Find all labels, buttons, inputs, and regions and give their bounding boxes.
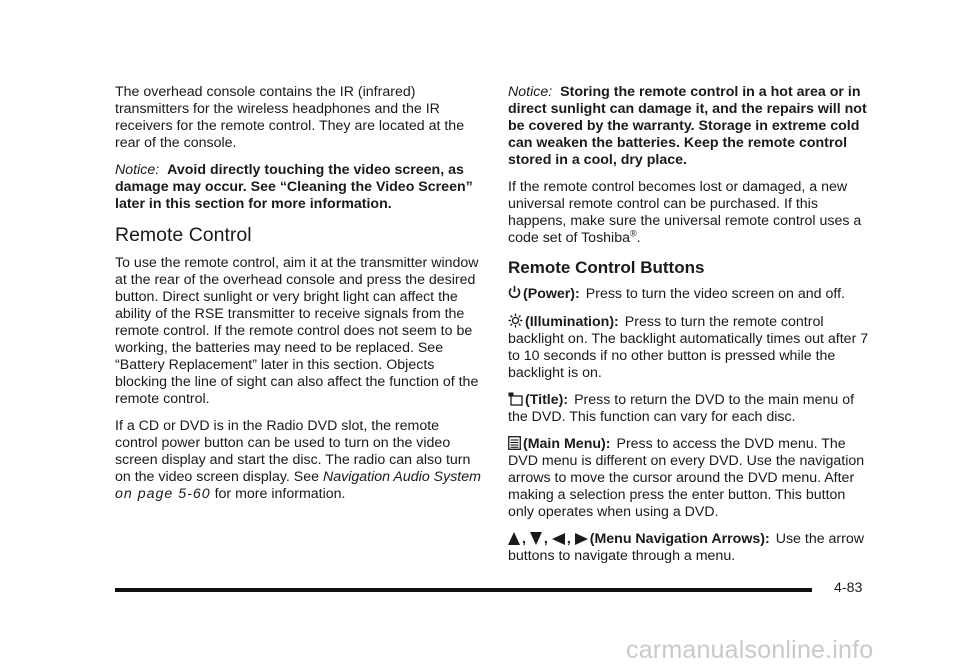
left-column — [115, 84, 481, 513]
power-label: (Power): — [523, 286, 580, 302]
right-column — [508, 84, 874, 575]
arrow-right-icon — [575, 533, 588, 545]
console-paragraph: The overhead console contains the IR (infrared) transmitters for the wireless headphones and the IR receivers for the remote control. They are located at the rear of the console. — [115, 84, 465, 151]
page-number: 4-83 — [834, 580, 863, 596]
arrow-up-icon — [508, 532, 520, 545]
lost-remote-text: If the remote control becomes lost or damaged, a new universal remote control can be purchased. If this happens, make sure the universal remote control uses a code set of Toshiba — [508, 179, 862, 246]
notice-label: Notice: — [508, 84, 553, 100]
navigation-arrows-label: (Menu Navigation Arrows): — [589, 531, 770, 547]
title-icon — [508, 392, 523, 406]
power-text: Press to turn the video screen on and off. — [585, 286, 845, 302]
period: . — [636, 230, 641, 246]
notice-text: Storing the remote control in a hot area or in direct sunlight can damage it, and the repairs will not be covered by the warranty. Storage in extreme cold can weaken the batteries. Keep the remote control stored in a cool, dry place. — [508, 84, 867, 168]
notice-storage — [508, 84, 874, 169]
illumination-label: (Illumination): — [525, 314, 619, 330]
remote-usage-paragraph: To use the remote control, aim it at the transmitter window at the rear of the overhead console and press the desired button. Direct sunlight or very bright light can affect the ability of the RSE transmitter to receive signals from the remote control. If the remote control does not seem to be working, the batteries may need to be replaced. See “Battery Replacement” later in this section. Objects blocking the line of sight can also affect the function of the remote control. — [115, 255, 479, 407]
notice-video-screen — [115, 162, 481, 213]
title-button-entry — [508, 392, 874, 426]
arrow-left-icon — [552, 533, 565, 545]
nav-audio-link[interactable]: Navigation Audio System — [322, 469, 481, 485]
comma: , — [543, 531, 548, 547]
heading-remote-control-buttons: Remote Control Buttons — [508, 258, 705, 277]
main-menu-button-entry — [508, 436, 874, 521]
footer-rule — [115, 588, 812, 592]
page-reference[interactable]: on page 5‑60 — [115, 486, 211, 502]
cd-dvd-paragraph — [115, 418, 481, 503]
notice-label: Notice: — [115, 162, 160, 178]
main-menu-text: Press to access the DVD menu. The DVD menu is different on every DVD. Use the navigation arrows to move the cursor around the DVD menu. After making a selection press the enter button. This button only operates when using a DVD. — [508, 436, 865, 520]
cd-dvd-text: If a CD or DVD is in the Radio DVD slot, the remote control power button can be used to turn on the video screen display and start the disc. The radio can also turn on the video screen display. See — [115, 418, 471, 485]
illumination-button-entry — [508, 313, 874, 382]
power-button-entry — [508, 285, 874, 303]
main-menu-icon — [508, 436, 521, 450]
registered-mark: ® — [630, 228, 637, 239]
navigation-arrows-text: Use the arrow buttons to navigate through a menu. — [508, 531, 865, 564]
arrow-down-icon — [530, 532, 542, 545]
illumination-text: Press to turn the remote control backlight on. The backlight automatically times out after 7 to 10 seconds if no other button is pressed while the backlight is on. — [508, 314, 869, 381]
power-icon — [508, 285, 521, 300]
navigation-arrows-entry — [508, 531, 874, 565]
comma: , — [566, 531, 571, 547]
comma: , — [522, 531, 526, 547]
main-menu-label: (Main Menu): — [523, 436, 611, 452]
cd-dvd-text-end: for more information. — [214, 486, 346, 502]
title-text: Press to return the DVD to the main menu of the DVD. This function can vary for each disc. — [508, 392, 855, 425]
watermark: carmanualsonline.info — [626, 636, 874, 664]
illumination-icon — [508, 313, 523, 328]
notice-text: Avoid directly touching the video screen, as damage may occur. See “Cleaning the Video Screen” later in this section for more information. — [115, 162, 473, 212]
title-label: (Title): — [525, 392, 569, 408]
heading-remote-control: Remote Control — [115, 224, 252, 246]
lost-remote-paragraph — [508, 179, 874, 247]
